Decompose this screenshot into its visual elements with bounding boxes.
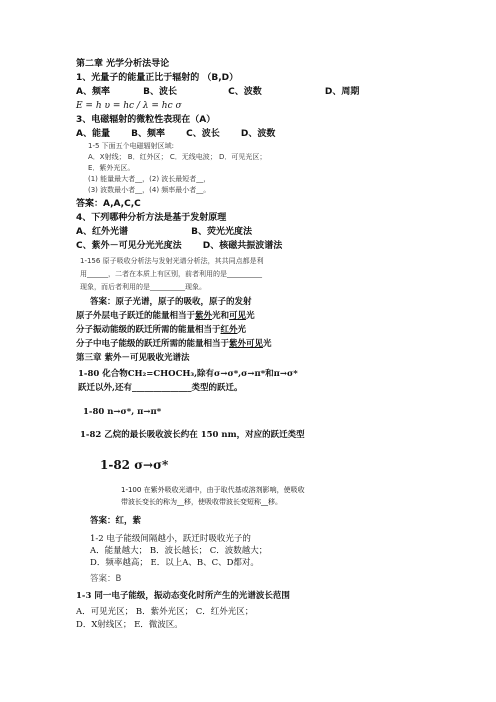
answer-3: 答案：红，紫: [90, 516, 142, 526]
scan-2-line-3: 现象，而后者利用的是__________现象。: [80, 283, 206, 291]
fill-line-3: [76, 339, 272, 349]
scan-2-line-1: 1-156 原子吸收分析法与发射光谱分析法，其共同点都是利: [80, 257, 264, 265]
fill-line-2: [76, 325, 246, 335]
fill-1-text-a: 原子外层电子跃迁的能量相当于: [76, 311, 196, 321]
scan-1-line-1: 1-5 下面五个电磁辐射区域:: [88, 142, 175, 150]
q3-option-c: C、波长: [186, 129, 220, 139]
question-1-stem: 1、光量子的能量正比于辐射的 （B,D）: [76, 73, 239, 83]
fill-3-text-b: 光: [263, 339, 272, 349]
question-1-options: [76, 87, 359, 98]
q12-line-1: 1-2 电子能级间隔越小，跃迁时吸收光子的: [90, 534, 251, 544]
fill-3-text-a: 分子中电子能级的跃迁所需的能量相当于: [76, 339, 230, 349]
fill-1-blank-1: 紫外: [195, 311, 213, 321]
q180-answer: 1-80 n→σ*, π→π*: [83, 407, 162, 417]
fill-line-1: [76, 311, 255, 321]
q13-line-2: A．可见光区； B．紫外光区； C．红外光区；: [76, 607, 254, 617]
q12-line-3: D．频率越高； E．以上A、B、C、D都对。: [90, 558, 259, 568]
q180-line-1: 1-80 化合物CH₂=CHOCH₃,除有σ→σ*,σ→π*和π→σ*: [78, 369, 298, 379]
q4-option-b: B、荧光光度法: [191, 227, 252, 237]
q4-option-d: D、核磁共振波谱法: [202, 241, 283, 251]
fill-2-text-b: 光: [237, 325, 247, 335]
q1-option-a: A、频率: [76, 87, 110, 97]
chapter-2-title: 第二章 光学分析法导论: [76, 59, 170, 69]
q4-option-c: C、紫外－可见分光光度法: [76, 241, 182, 251]
answer-4: 答案：B: [90, 574, 122, 584]
q13-line-1: 1-3 同一电子能级，振动态变化时所产生的光谱波长范围: [76, 591, 290, 601]
fill-2-blank: 红外: [220, 325, 238, 335]
fill-1-blank-2: 可见: [229, 311, 247, 321]
chapter-3-title: 第三章 紫外－可见吸收光谱法: [76, 353, 190, 363]
q182-line-1: 1-82 乙烷的最长吸收波长约在 150 nm，对应的跃迁类型: [80, 430, 305, 440]
q1100-line-2: 带波长变长的称为__移，使吸收带波长变短称__移。: [121, 498, 282, 506]
q12-line-2: A．能量越大； B．波长越长； C．波数越大；: [90, 546, 268, 556]
scan-1-line-3: E．紫外光区。: [88, 164, 135, 172]
scan-1-line-5: (3) 波数最小者__，(4) 频率最小者__。: [88, 186, 211, 194]
scan-1-line-2: A．X射线； B．红外区； C．无线电波； D．可见光区；: [88, 153, 267, 161]
q1100-line-1: 1-100 在紫外吸收光谱中，由于取代基或溶剂影响，使吸收: [121, 486, 305, 494]
question-3-stem: 3、电磁辐射的微粒性表现在（A）: [76, 115, 216, 125]
q3-option-d: D、波数: [240, 129, 276, 139]
q182-answer: 1-82 σ→σ*: [100, 458, 169, 472]
scan-2-line-2: 用______，二者在本质上有区别，前者利用的是__________: [80, 270, 262, 278]
q1-option-b: B、波长: [143, 87, 177, 97]
fill-2-text-a: 分子振动能级的跃迁所需的能量相当于: [76, 325, 221, 335]
question-4-stem: 4、下列哪种分析方法是基于发射原理: [76, 213, 227, 223]
answer-1: 答案：A,A,C,C: [76, 199, 141, 209]
q3-option-a: A、能量: [76, 129, 110, 139]
q3-option-b: B、频率: [131, 129, 165, 139]
question-4-options-2: [76, 241, 282, 252]
q4-option-a: A、红外光谱: [76, 227, 128, 237]
fill-1-text-c: 光: [246, 311, 255, 321]
q13-line-3: D．X射线区； E．微波区。: [76, 620, 183, 630]
question-4-options-1: [76, 227, 252, 238]
energy-formula: E = h υ = hc / λ = hc σ: [76, 101, 182, 111]
question-3-options: [76, 129, 275, 140]
q180-line-2: 跃迁以外,还有______________类型的跃迁。: [78, 383, 243, 393]
fill-1-text-b: 光和: [212, 311, 230, 321]
fill-3-blank: 紫外可见: [229, 339, 264, 349]
q1-option-c: C、波数: [228, 87, 262, 97]
scan-1-line-4: (1) 能量最大者__，(2) 波长最短者__，: [88, 175, 211, 183]
q1-option-d: D、周期: [324, 87, 360, 97]
answer-2: 答案：原子光谱，原子的吸收，原子的发射: [90, 297, 252, 307]
